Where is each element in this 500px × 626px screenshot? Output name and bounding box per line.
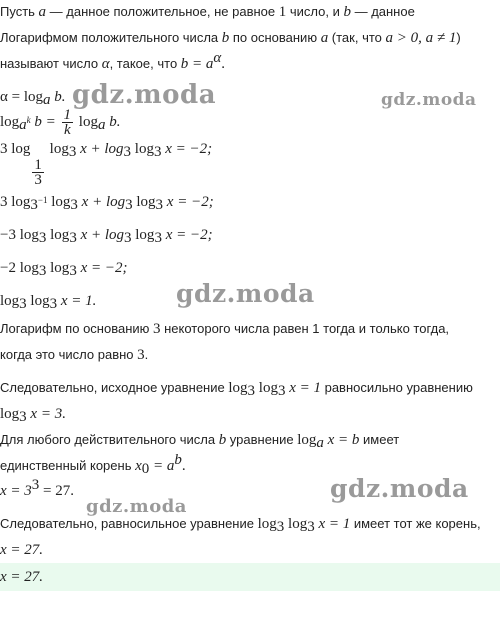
math-three: 3 <box>137 347 145 363</box>
math-sub: a <box>43 92 51 108</box>
equation-line-5 <box>0 292 96 310</box>
text-segment: имеет <box>359 432 400 447</box>
math-log: log <box>0 113 20 130</box>
equation-line-1 <box>0 140 212 187</box>
math-expr: x = 1 <box>285 380 321 396</box>
equation-line-3 <box>0 226 213 244</box>
watermark: gdz.moda <box>86 496 187 517</box>
formula-line-19 <box>0 541 43 559</box>
math-log: log <box>45 141 69 157</box>
text-segment: называют число <box>0 56 102 71</box>
math-sup: 3 <box>31 477 40 493</box>
math-sub: 3 <box>19 409 27 425</box>
math-sub: 3 <box>49 296 58 312</box>
text-segment: Следовательно, равносильное уравнение <box>0 516 258 531</box>
math-log: log <box>46 227 70 243</box>
math-expr: x = b <box>323 432 360 448</box>
text-segment: Пусть <box>0 4 39 19</box>
math-expr: 3 log <box>0 194 31 210</box>
text-line-11 <box>0 320 449 338</box>
math-expr: x = 1 <box>314 516 351 532</box>
math-sub: 3 <box>123 144 132 160</box>
fraction-numerator: 1 <box>34 157 42 173</box>
formula-line-4 <box>0 88 66 106</box>
text-segment: некоторого числа равен 1 тогда и только тогда, <box>160 321 450 336</box>
text-segment: единственный корень <box>0 458 136 473</box>
math-sub: 3 <box>125 197 133 213</box>
math-sub <box>19 114 31 133</box>
math-expr: x + log <box>76 141 124 157</box>
math-sub: 3 <box>68 144 77 160</box>
math-expr: x + log <box>76 227 125 243</box>
text-line-1 <box>0 3 415 21</box>
math-log: log <box>228 380 248 396</box>
math-sub: 3 <box>153 144 162 160</box>
math-sub: 3 <box>38 230 47 246</box>
math-sup: α <box>213 50 222 66</box>
math-sub: a <box>316 435 324 451</box>
math-condition: a > 0, a ≠ 1 <box>385 30 457 46</box>
math-expr: b. <box>105 113 121 130</box>
watermark: gdz.moda <box>381 90 477 110</box>
math-log: log <box>284 516 308 532</box>
math-expr: x = −2; <box>76 260 128 276</box>
math-log: log <box>131 141 154 157</box>
math-expr: −3 log <box>0 227 39 243</box>
answer-highlight <box>0 563 500 591</box>
formula-line-5 <box>0 108 120 137</box>
math-sup: b <box>174 452 182 468</box>
math-log: log <box>0 293 20 309</box>
math-log: log <box>26 293 50 309</box>
text-segment: число, и <box>286 4 344 19</box>
math-sub: 3 <box>70 197 78 213</box>
math-expr: = a <box>149 458 175 474</box>
fraction-denominator: k <box>63 122 71 138</box>
text-line-16 <box>0 452 186 477</box>
text-segment: когда это число равно <box>0 347 138 362</box>
math-log: log <box>255 380 278 396</box>
text-segment: равносильно уравнению <box>320 380 473 395</box>
math-sub: 3 <box>307 519 315 535</box>
math-expr: 3 log <box>0 141 31 157</box>
math-expr: x = 3. <box>26 406 66 422</box>
math-b: b <box>343 4 351 20</box>
math-sub-base: 3 <box>30 197 38 213</box>
text-segment: ) <box>456 30 461 45</box>
math-three: 3 <box>153 321 161 337</box>
math-expr: x + log <box>77 194 126 210</box>
text-segment: — данное положительное, не равное <box>46 4 279 19</box>
text-line-2 <box>0 29 461 47</box>
math-expr: x = −2; <box>161 141 213 157</box>
text-line-18 <box>0 515 481 533</box>
math-sub: 0 <box>141 461 150 477</box>
math-expr: x = −2; <box>161 227 213 243</box>
text-segment: Следовательно, исходное уравнение <box>0 380 229 395</box>
watermark: gdz.moda <box>176 279 315 308</box>
math-expr: = 27. <box>39 483 74 499</box>
math-expr: b = <box>30 113 60 130</box>
math-log: log <box>297 432 317 448</box>
answer-value: x = 27. <box>0 569 44 585</box>
fraction-denominator: 3 <box>34 172 42 188</box>
math-sub: a <box>97 116 106 133</box>
text-segment: имеет тот же корень, <box>350 516 481 531</box>
math-log: log <box>131 227 155 243</box>
text-segment: Для любого действительного числа <box>0 432 219 447</box>
math-sub: 3 <box>124 230 132 246</box>
text-segment: — данное <box>350 4 415 19</box>
text-segment: Логарифм по основанию <box>0 321 153 336</box>
math-expr: −2 log <box>0 260 39 276</box>
math-fraction <box>62 108 74 137</box>
equation-line-2 <box>0 193 214 211</box>
math-expr: α = log <box>0 89 43 105</box>
math-expr: b = a <box>180 56 214 72</box>
math-base-fraction <box>32 158 44 187</box>
math-alpha: α <box>101 56 110 72</box>
math-dot: . <box>181 458 186 474</box>
math-sup: k <box>26 114 31 125</box>
math-one: 1 <box>278 4 287 20</box>
math-expr: x = 3 <box>0 483 32 499</box>
text-line-3 <box>0 50 226 73</box>
equation-line-4 <box>0 259 127 277</box>
text-line-15 <box>0 431 399 449</box>
text-segment: (так, что <box>328 30 386 45</box>
math-expr: x = −2; <box>163 194 214 210</box>
math-expr: b. <box>50 89 66 105</box>
fraction-numerator: 1 <box>63 107 72 123</box>
math-sub: 3 <box>155 197 164 213</box>
answer-line <box>0 568 43 586</box>
math-b: b <box>218 432 227 448</box>
formula-line-14 <box>0 405 66 423</box>
math-log: log <box>0 406 20 422</box>
text-segment: , такое, что <box>109 56 181 71</box>
math-sub: 3 <box>154 230 162 246</box>
watermark: gdz.moda <box>72 80 217 110</box>
text-segment: уравнение <box>226 432 298 447</box>
math-expr: x = 1. <box>57 293 97 309</box>
math-expr: x = 27. <box>0 542 44 558</box>
math-sub: 3 <box>277 383 286 399</box>
math-log: log <box>47 194 71 210</box>
math-sup: −1 <box>37 195 48 205</box>
text-line-13 <box>0 379 473 397</box>
math-sub: 3 <box>69 230 77 246</box>
text-segment: по основанию <box>229 30 321 45</box>
math-sub-a: a <box>19 116 27 133</box>
text-segment: . <box>144 347 149 362</box>
math-sub <box>30 197 47 213</box>
math-sub: 3 <box>69 263 77 279</box>
math-sub: 3 <box>247 383 256 399</box>
math-a: a <box>38 4 47 20</box>
math-log: log <box>132 194 156 210</box>
math-a: a <box>320 30 329 46</box>
math-sub: 3 <box>19 296 27 312</box>
text-segment: Логарифмом положительного числа <box>0 30 222 45</box>
math-b: b <box>221 30 230 46</box>
math-log: log <box>257 516 277 532</box>
math-sub: 3 <box>276 519 285 535</box>
math-sub: 3 <box>38 263 47 279</box>
math-dot: . <box>221 56 226 72</box>
math-log: log <box>75 113 98 130</box>
text-line-12 <box>0 346 148 364</box>
watermark: gdz.moda <box>330 474 469 503</box>
math-x: x <box>135 458 142 474</box>
formula-line-17 <box>0 477 74 500</box>
math-log: log <box>46 260 70 276</box>
